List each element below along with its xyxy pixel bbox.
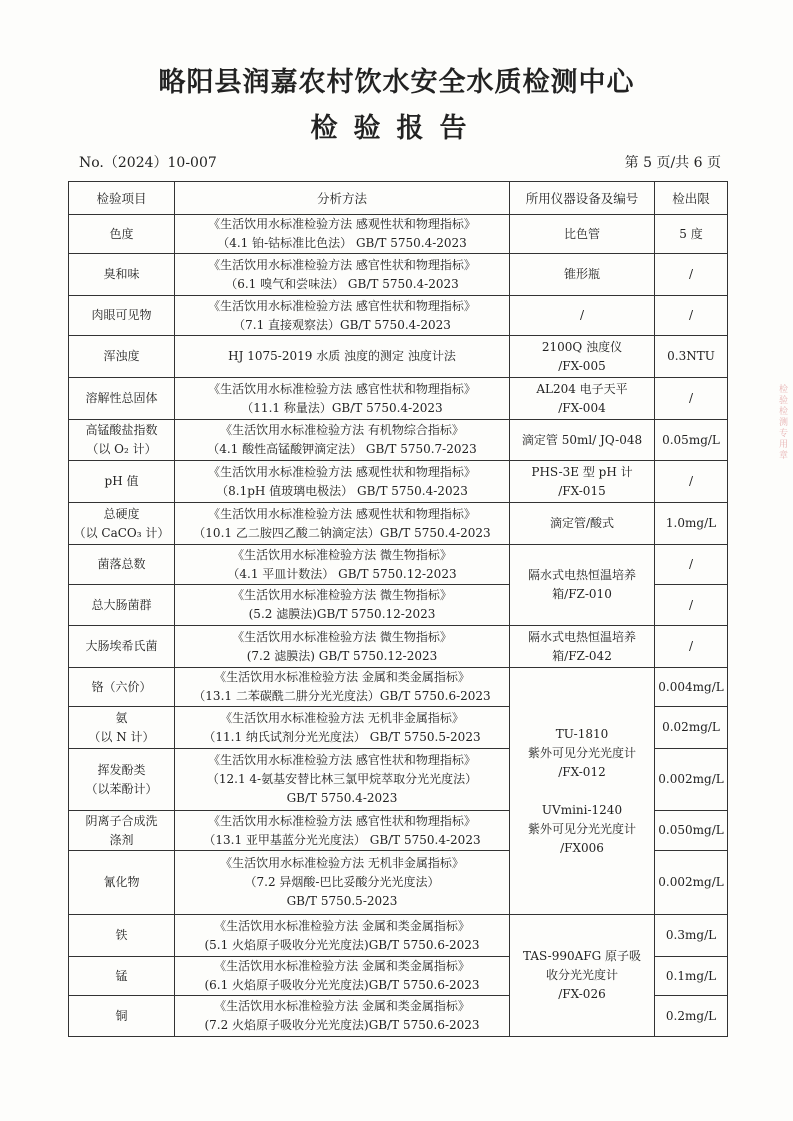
analysis-method-text: （13.1 亚甲基蓝分光光度法） GB/T 5750.4-2023	[203, 832, 481, 847]
analysis-method-text: （13.1 二苯碳酰二肼分光光度法）GB/T 5750.6-2023	[193, 689, 491, 703]
instrument-text: 箱/FZ-010	[552, 587, 612, 601]
detection-limit-cell: 0.3mg/L	[655, 915, 728, 957]
test-item-text: 臭和味	[103, 267, 140, 281]
instrument-text: PHS-3E 型 pH 计	[531, 464, 633, 479]
instrument-text: 隔水式电热恒温培养	[527, 568, 636, 582]
instrument-cell	[510, 215, 655, 254]
instrument-text: /FX-005	[558, 358, 606, 373]
test-item-text: 氨	[115, 710, 128, 725]
instrument-cell	[510, 626, 655, 668]
analysis-method-text: （7.2 异烟酸-巴比妥酸分光光度法）	[244, 875, 440, 889]
test-item-text: 阴离子合成洗	[85, 813, 158, 828]
instrument-cell	[510, 378, 655, 420]
table-row	[69, 545, 728, 585]
analysis-method-text: (7.2 火焰原子吸收分光光度法)GB/T 5750.6-2023	[204, 1018, 480, 1032]
detection-limit-cell: 0.02mg/L	[655, 707, 728, 749]
instrument-text: /FX006	[560, 840, 604, 855]
analysis-method-cell	[175, 811, 510, 851]
table-row	[69, 503, 728, 545]
test-item-cell	[69, 461, 175, 503]
analysis-method-cell	[175, 996, 510, 1037]
test-item-text: 总硬度	[103, 506, 140, 521]
test-item-text: （以 CaCO₃ 计）	[73, 525, 170, 540]
instrument-text: 箱/FZ-042	[552, 648, 612, 663]
instrument-text: 紫外可见分光光度计	[527, 745, 636, 760]
column-header-instrument: 所用仪器设备及编号	[510, 182, 655, 215]
page-indicator: 第 5 页/共 6 页	[624, 155, 721, 171]
test-item-cell	[69, 811, 175, 851]
detection-limit-cell: 5 度	[655, 215, 728, 254]
instrument-cell	[510, 296, 655, 336]
table-row	[69, 336, 728, 378]
table-row	[69, 215, 728, 254]
analysis-method-text: HJ 1075-2019 水质 浊度的测定 浊度计法	[228, 349, 456, 363]
instrument-text: /FX-012	[558, 764, 606, 779]
test-item-text: （以 O₂ 计）	[86, 442, 157, 456]
detection-limit-cell: 0.002mg/L	[655, 749, 728, 811]
analysis-method-text: （4.1 铂-钴标准比色法） GB/T 5750.4-2023	[217, 236, 467, 250]
analysis-method-text: （11.1 称量法）GB/T 5750.4-2023	[241, 400, 443, 415]
table-row	[69, 378, 728, 420]
detection-limit-cell: 1.0mg/L	[655, 503, 728, 545]
analysis-method-text: （11.1 纳氏试剂分光光度法） GB/T 5750.5-2023	[203, 729, 481, 744]
detection-limit-cell: /	[655, 378, 728, 420]
analysis-method-text: (5.1 火焰原子吸收分光光度法)GB/T 5750.6-2023	[204, 937, 480, 952]
analysis-method-text: （12.1 4-氨基安替比林三氯甲烷萃取分光光度法）	[206, 772, 478, 786]
test-item-cell	[69, 585, 175, 626]
instrument-text: TAS-990AFG 原子吸	[522, 949, 642, 963]
analysis-method-cell	[175, 585, 510, 626]
instrument-cell	[510, 545, 655, 626]
test-item-text: 色度	[109, 226, 134, 241]
instrument-text: UVmini-1240	[541, 802, 623, 817]
detection-limit-cell: 0.002mg/L	[655, 851, 728, 915]
table-row	[69, 461, 728, 503]
instrument-text: TU-1810	[555, 726, 609, 741]
instrument-cell	[510, 668, 655, 915]
instrument-cell	[510, 503, 655, 545]
instrument-text: /FX-026	[558, 987, 606, 1001]
detection-limit-cell: /	[655, 545, 728, 585]
test-item-text: 总大肠菌群	[91, 597, 152, 612]
analysis-method-cell	[175, 851, 510, 915]
analysis-method-text: 《生活饮用水标准检验方法 感观性状和物理指标》	[208, 506, 476, 521]
analysis-method-text: 《生活饮用水标准检验方法 无机非金属指标》	[220, 710, 464, 725]
analysis-method-text: 《生活饮用水标准检验方法 金属和类金属指标》	[214, 918, 470, 933]
inspection-table	[68, 181, 728, 1037]
analysis-method-cell	[175, 215, 510, 254]
analysis-method-text: 《生活饮用水标准检验方法 无机非金属指标》	[220, 856, 464, 870]
test-item-text: 挥发酚类	[97, 762, 146, 777]
stamp-fragment: 检验检测专用章	[779, 385, 789, 461]
analysis-method-text: (7.2 滤膜法) GB/T 5750.12-2023	[246, 648, 438, 663]
analysis-method-cell	[175, 626, 510, 668]
analysis-method-cell	[175, 749, 510, 811]
detection-limit-cell: /	[655, 626, 728, 668]
analysis-method-text: （4.1 酸性高锰酸钾滴定法） GB/T 5750.7-2023	[207, 442, 477, 456]
instrument-text: /	[579, 308, 585, 322]
instrument-text: 2100Q 浊度仪	[541, 339, 623, 354]
instrument-cell	[510, 336, 655, 378]
detection-limit-cell: /	[655, 461, 728, 503]
analysis-method-text: 《生活饮用水标准检验方法 感官性状和物理指标》	[208, 813, 476, 828]
test-item-cell	[69, 503, 175, 545]
detection-limit-cell: 0.05mg/L	[655, 420, 728, 461]
instrument-cell	[510, 461, 655, 503]
column-header-limit: 检出限	[655, 182, 728, 215]
analysis-method-cell	[175, 503, 510, 545]
analysis-method-cell	[175, 668, 510, 707]
instrument-text: 紫外可见分光光度计	[527, 821, 636, 836]
test-item-cell	[69, 957, 175, 996]
test-item-cell	[69, 668, 175, 707]
analysis-method-cell	[175, 461, 510, 503]
test-item-cell	[69, 254, 175, 296]
instrument-text: 比色管	[563, 226, 600, 241]
detection-limit-cell: /	[655, 254, 728, 296]
analysis-method-text: （6.1 嗅气和尝味法） GB/T 5750.4-2023	[225, 276, 459, 291]
analysis-method-text: 《生活饮用水标准检验方法 金属和类金属指标》	[214, 999, 470, 1013]
instrument-text: AL204 电子天平	[536, 381, 628, 396]
test-item-cell	[69, 545, 175, 585]
test-item-text: pH 值	[104, 474, 139, 488]
instrument-cell	[510, 420, 655, 461]
analysis-method-text: 《生活饮用水标准检验方法 感观性状和物理指标》	[208, 464, 476, 479]
analysis-method-cell	[175, 915, 510, 957]
test-item-cell	[69, 336, 175, 378]
analysis-method-text: （10.1 乙二胺四乙酸二钠滴定法）GB/T 5750.4-2023	[193, 525, 491, 540]
detection-limit-cell: /	[655, 296, 728, 336]
analysis-method-text: 《生活饮用水标准检验方法 微生物指标》	[232, 629, 452, 644]
analysis-method-text: 《生活饮用水标准检验方法 微生物指标》	[232, 588, 452, 602]
detection-limit-cell: 0.3NTU	[655, 336, 728, 378]
detection-limit-cell: /	[655, 585, 728, 626]
test-item-text: 铬（六价）	[91, 679, 152, 694]
analysis-method-text: (6.1 火焰原子吸收分光光度法)GB/T 5750.6-2023	[204, 978, 480, 992]
test-item-cell	[69, 296, 175, 336]
table-row	[69, 915, 728, 957]
analysis-method-cell	[175, 545, 510, 585]
detection-limit-cell: 0.050mg/L	[655, 811, 728, 851]
analysis-method-text: GB/T 5750.4-2023	[286, 791, 398, 805]
column-header-item: 检验项目	[69, 182, 175, 215]
test-item-text: 浑浊度	[103, 349, 140, 363]
test-item-cell	[69, 215, 175, 254]
table-row	[69, 254, 728, 296]
analysis-method-text: （8.1pH 值玻璃电极法） GB/T 5750.4-2023	[216, 483, 468, 498]
analysis-method-cell	[175, 420, 510, 461]
test-item-text: 大肠埃希氏菌	[85, 639, 158, 653]
table-row	[69, 626, 728, 668]
test-item-text: 氰化物	[103, 875, 140, 889]
detection-limit-cell: 0.2mg/L	[655, 996, 728, 1037]
test-item-cell	[69, 749, 175, 811]
test-item-text: （以苯酚计）	[85, 781, 158, 796]
analysis-method-text: 《生活饮用水标准检验方法 微生物指标》	[232, 547, 452, 562]
instrument-text: 隔水式电热恒温培养	[527, 629, 636, 644]
test-item-text: 铁	[115, 928, 128, 942]
test-item-text: 菌落总数	[97, 557, 146, 571]
analysis-method-cell	[175, 707, 510, 749]
report-subtitle: 检验报告	[310, 113, 483, 144]
test-item-cell	[69, 915, 175, 957]
table-row	[69, 296, 728, 336]
test-item-cell	[69, 378, 175, 420]
table-row	[69, 668, 728, 707]
instrument-cell	[510, 915, 655, 1037]
report-title: 略阳县润嘉农村饮水安全水质检测中心	[158, 67, 635, 98]
table-row	[69, 420, 728, 461]
test-item-cell	[69, 707, 175, 749]
analysis-method-cell	[175, 296, 510, 336]
test-item-text: 铜	[115, 1008, 128, 1023]
instrument-cell	[510, 254, 655, 296]
analysis-method-text: 《生活饮用水标准检验方法 感官性状和物理指标》	[208, 257, 476, 272]
analysis-method-text: 《生活饮用水标准检验方法 金属和类金属指标》	[214, 959, 470, 973]
analysis-method-text: 《生活饮用水标准检验方法 感官性状和物理指标》	[208, 381, 476, 396]
detection-limit-cell: 0.004mg/L	[655, 668, 728, 707]
table-body	[69, 215, 728, 1037]
report-number: No.（2024）10-007	[79, 155, 217, 171]
instrument-text: 锥形瓶	[563, 267, 600, 281]
test-item-text: 高锰酸盐指数	[85, 423, 158, 437]
analysis-method-cell	[175, 336, 510, 378]
analysis-method-cell	[175, 378, 510, 420]
test-item-text: 涤剂	[109, 832, 134, 847]
analysis-method-cell	[175, 254, 510, 296]
analysis-method-text: （4.1 平皿计数法） GB/T 5750.12-2023	[227, 566, 457, 581]
test-item-cell	[69, 996, 175, 1037]
analysis-method-cell	[175, 957, 510, 996]
analysis-method-text: 《生活饮用水标准检验方法 感官性状和物理指标》	[208, 298, 476, 313]
instrument-text: /FX-015	[558, 483, 606, 498]
test-item-text: （以 N 计）	[88, 729, 155, 744]
analysis-method-text: (5.2 滤膜法)GB/T 5750.12-2023	[248, 607, 436, 621]
analysis-method-text: 《生活饮用水标准检验方法 感观性状和物理指标》	[208, 217, 476, 231]
table-header-row	[69, 182, 728, 215]
instrument-text: /FX-004	[558, 400, 606, 415]
instrument-text: 滴定管 50ml/ JQ-048	[521, 432, 643, 447]
analysis-method-text: 《生活饮用水标准检验方法 感官性状和物理指标》	[208, 753, 476, 767]
test-item-text: 锰	[115, 968, 128, 983]
instrument-text: 滴定管/酸式	[549, 516, 615, 530]
test-item-text: 溶解性总固体	[85, 391, 158, 405]
instrument-text	[512, 782, 652, 801]
analysis-method-text: （7.1 直接观察法）GB/T 5750.4-2023	[233, 317, 451, 332]
analysis-method-text: GB/T 5750.5-2023	[286, 894, 398, 908]
test-item-text: 肉眼可见物	[91, 308, 152, 322]
test-item-cell	[69, 420, 175, 461]
analysis-method-text: 《生活饮用水标准检验方法 有机物综合指标》	[220, 423, 464, 437]
column-header-method: 分析方法	[175, 182, 510, 215]
detection-limit-cell: 0.1mg/L	[655, 957, 728, 996]
test-item-cell	[69, 851, 175, 915]
analysis-method-text: 《生活饮用水标准检验方法 金属和类金属指标》	[214, 670, 470, 684]
instrument-text: 收分光光度计	[545, 968, 618, 982]
test-item-cell	[69, 626, 175, 668]
